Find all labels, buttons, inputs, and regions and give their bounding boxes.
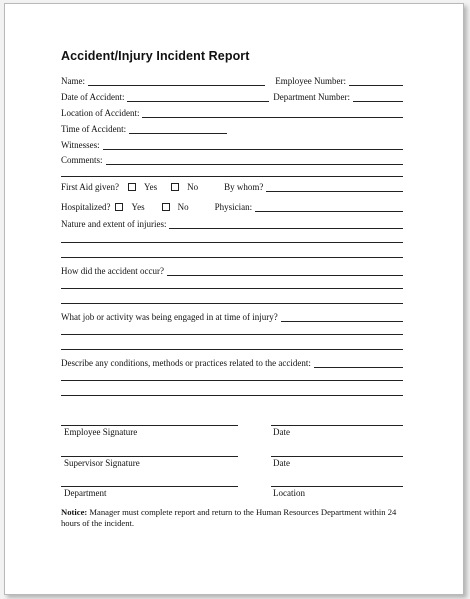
- notice-label: Notice:: [61, 507, 88, 517]
- what-job-label: What job or activity was being engaged in at time of injury?: [61, 312, 278, 322]
- location-line[interactable]: [271, 486, 403, 487]
- employee-number-field[interactable]: [349, 77, 403, 86]
- job-extra-line-2[interactable]: [61, 349, 403, 350]
- witnesses-field[interactable]: [103, 141, 403, 150]
- employee-date-line[interactable]: [271, 425, 403, 426]
- location-of-accident-field[interactable]: [142, 109, 403, 118]
- location-of-accident-label: Location of Accident:: [61, 108, 140, 118]
- hospitalized-row: [61, 200, 403, 212]
- comments-label: Comments:: [61, 155, 103, 165]
- first-aid-yes-checkbox[interactable]: [128, 183, 136, 191]
- nature-extent-field[interactable]: [169, 220, 403, 229]
- conditions-label: Describe any conditions, methods or practices related to the accident:: [61, 358, 311, 368]
- by-whom-label: By whom?: [224, 182, 264, 192]
- time-of-accident-label: Time of Accident:: [61, 124, 127, 134]
- time-of-accident-field[interactable]: [129, 125, 227, 134]
- name-field[interactable]: [88, 77, 265, 86]
- hospitalized-yes-checkbox[interactable]: [115, 203, 123, 211]
- hospitalized-no-label: No: [177, 202, 189, 212]
- department-label: Department: [64, 488, 107, 498]
- how-row: [61, 264, 403, 276]
- how-occur-label: How did the accident occur?: [61, 266, 164, 276]
- location-label: Location: [273, 488, 305, 498]
- first-aid-no-checkbox[interactable]: [171, 183, 179, 191]
- employee-signature-label: Employee Signature: [64, 427, 138, 437]
- nature-extra-line-1[interactable]: [61, 242, 403, 243]
- witnesses-row: [61, 138, 403, 150]
- supervisor-date-line[interactable]: [271, 456, 403, 457]
- department-number-label: Department Number:: [273, 92, 350, 102]
- physician-field[interactable]: [255, 203, 403, 212]
- date-row: [61, 90, 403, 102]
- how-extra-line-1[interactable]: [61, 288, 403, 289]
- notice-text: Manager must complete report and return to the Human Resources Department within 24 hours of the incident.: [61, 507, 397, 528]
- how-occur-field[interactable]: [167, 267, 403, 276]
- department-number-field[interactable]: [353, 93, 403, 102]
- first-aid-no-label: No: [187, 182, 199, 192]
- date-of-accident-label: Date of Accident:: [61, 92, 125, 102]
- nature-extent-label: Nature and extent of injuries:: [61, 219, 167, 229]
- nature-row: [61, 217, 403, 229]
- employee-date-label: Date: [273, 427, 290, 437]
- employee-signature-line[interactable]: [61, 425, 238, 426]
- comments-row: [61, 153, 403, 165]
- conditions-field[interactable]: [314, 359, 403, 368]
- conditions-extra-line-2[interactable]: [61, 395, 403, 396]
- first-aid-label: First Aid given?: [61, 182, 119, 192]
- nature-extra-line-2[interactable]: [61, 257, 403, 258]
- time-row: [61, 122, 403, 134]
- how-extra-line-2[interactable]: [61, 303, 403, 304]
- first-aid-yes-label: Yes: [144, 182, 158, 192]
- comments-field[interactable]: [106, 156, 403, 165]
- date-of-accident-field[interactable]: [127, 93, 269, 102]
- physician-label: Physician:: [214, 202, 253, 212]
- notice: [61, 507, 403, 528]
- conditions-extra-line-1[interactable]: [61, 380, 403, 381]
- hospitalized-label: Hospitalized?: [61, 202, 111, 212]
- form-title: Accident/Injury Incident Report: [61, 49, 250, 63]
- by-whom-field[interactable]: [266, 183, 403, 192]
- department-line[interactable]: [61, 486, 238, 487]
- first-aid-row: [61, 180, 403, 192]
- employee-number-label: Employee Number:: [275, 76, 346, 86]
- hospitalized-no-checkbox[interactable]: [162, 203, 170, 211]
- job-extra-line-1[interactable]: [61, 334, 403, 335]
- supervisor-signature-label: Supervisor Signature: [64, 458, 140, 468]
- conditions-row: [61, 356, 403, 368]
- name-row: [61, 74, 403, 86]
- what-job-field[interactable]: [281, 313, 403, 322]
- supervisor-date-label: Date: [273, 458, 290, 468]
- location-row: [61, 106, 403, 118]
- comments-extra-line[interactable]: [61, 176, 403, 177]
- hospitalized-yes-label: Yes: [131, 202, 145, 212]
- supervisor-signature-line[interactable]: [61, 456, 238, 457]
- job-row: [61, 310, 403, 322]
- witnesses-label: Witnesses:: [61, 140, 100, 150]
- name-label: Name:: [61, 76, 85, 86]
